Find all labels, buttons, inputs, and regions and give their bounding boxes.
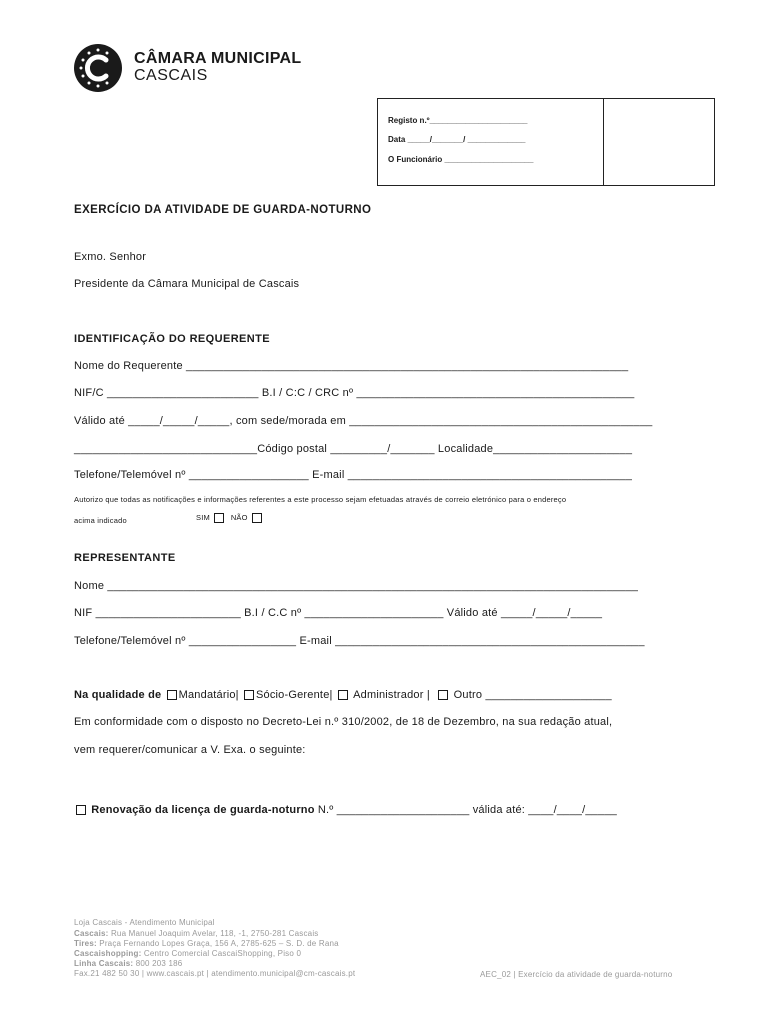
document-code: AEC_02 | Exercício da atividade de guarda-noturno <box>480 970 673 979</box>
mandatario-checkbox[interactable] <box>167 690 177 700</box>
registry-divider <box>603 98 604 186</box>
renewal-number-field[interactable]: N.º _____________________ válida até: ____/____/_____ <box>317 804 617 816</box>
capacity-label: Na qualidade de <box>74 689 162 701</box>
footer-shopping <box>74 950 301 958</box>
legal-text-1: Em conformidade com o disposto no Decreto-Lei n.º 310/2002, de 18 de Dezembro, na sua redação atual, <box>74 716 613 728</box>
outro-checkbox[interactable] <box>438 690 448 700</box>
representative-heading: REPRESENTANTE <box>74 552 176 564</box>
footer-contacts: Fax.21 482 50 30 | www.cascais.pt | atendimento.municipal@cm-cascais.pt <box>74 969 356 978</box>
addressee: Presidente da Câmara Municipal de Cascais <box>74 278 300 290</box>
administrador-checkbox[interactable] <box>338 690 348 700</box>
renewal-label: Renovação da licença de guarda-noturno <box>91 804 315 816</box>
footer-tires-address: Praça Fernando Lopes Graça, 156 A, 2785-625 – S. D. de Rana <box>99 939 339 948</box>
requester-postal-field[interactable]: _____________________________Código postal _________/_______ Localidade______________________ <box>74 443 633 455</box>
socio-gerente-label: Sócio-Gerente| <box>255 689 333 701</box>
salutation: Exmo. Senhor <box>74 251 147 263</box>
consent-no-label: NÃO <box>230 513 248 522</box>
registry-number: Registo n.º______________________ <box>388 116 528 125</box>
representative-nif-field[interactable]: NIF _______________________ B.I / C.C nº ______________________ Válido até _____/_____/_____ <box>74 607 603 619</box>
outro-field[interactable]: Outro ____________________ <box>453 689 612 701</box>
footer-shopping-label: Cascaishopping: <box>74 949 142 958</box>
footer-shopping-address: Centro Comercial CascaiShopping, Piso 0 <box>143 949 302 958</box>
consent-yes-checkbox[interactable] <box>214 513 224 523</box>
registry-officer: O Funcionário ____________________ <box>388 155 534 164</box>
registry-date: Data _____/_______/ _____________ <box>388 135 526 144</box>
logo-c-icon <box>74 44 122 92</box>
footer-line-label: Linha Cascais: <box>74 959 134 968</box>
requester-name-field[interactable]: Nome do Requerente ______________________________________________________________________ <box>74 360 629 372</box>
representative-name-field[interactable]: Nome ____________________________________________________________________________________ <box>74 580 639 592</box>
footer-line-number: 800 203 186 <box>135 959 183 968</box>
renewal-row <box>74 804 617 816</box>
requester-phone-field[interactable]: Telefone/Telemóvel nº ___________________ E-mail _____________________________________________ <box>74 469 633 481</box>
administrador-label: Administrador | <box>353 689 430 701</box>
socio-gerente-checkbox[interactable] <box>244 690 254 700</box>
email-consent-text: Autorizo que todas as notificações e informações referentes a este processo sejam efetuadas através de correio eletrónico para o endereço <box>74 495 567 504</box>
logo-emblem <box>74 44 122 92</box>
footer-cascais <box>74 930 319 938</box>
footer-cascais-address: Rua Manuel Joaquim Avelar, 118, -1, 2750-281 Cascais <box>110 929 319 938</box>
logo-title: CÂMARA MUNICIPAL <box>134 50 302 67</box>
footer-tires <box>74 940 339 948</box>
capacity-row <box>74 689 612 701</box>
footer-tires-label: Tires: <box>74 939 97 948</box>
consent-options <box>196 513 264 523</box>
logo-subtitle: CASCAIS <box>134 67 208 84</box>
footer-line <box>74 960 182 968</box>
legal-text-2: vem requerer/comunicar a V. Exa. o seguinte: <box>74 744 306 756</box>
requester-nif-field[interactable]: NIF/C ________________________ B.I / C:C / CRC nº ____________________________________________ <box>74 387 635 399</box>
renewal-checkbox[interactable] <box>76 805 86 815</box>
footer-store: Loja Cascais - Atendimento Municipal <box>74 918 215 927</box>
mandatario-label: Mandatário| <box>178 689 239 701</box>
email-consent-tail: acima indicado <box>74 516 127 525</box>
footer-cascais-label: Cascais: <box>74 929 109 938</box>
consent-yes-label: SIM <box>196 513 210 522</box>
requester-validity-field[interactable]: Válido até _____/_____/_____, com sede/morada em ________________________________________________ <box>74 415 653 427</box>
consent-no-checkbox[interactable] <box>252 513 262 523</box>
form-title: EXERCÍCIO DA ATIVIDADE DE GUARDA-NOTURNO <box>74 204 372 216</box>
identification-heading: IDENTIFICAÇÃO DO REQUERENTE <box>74 333 270 345</box>
representative-phone-field[interactable]: Telefone/Telemóvel nº _________________ E-mail _________________________________________________ <box>74 635 645 647</box>
